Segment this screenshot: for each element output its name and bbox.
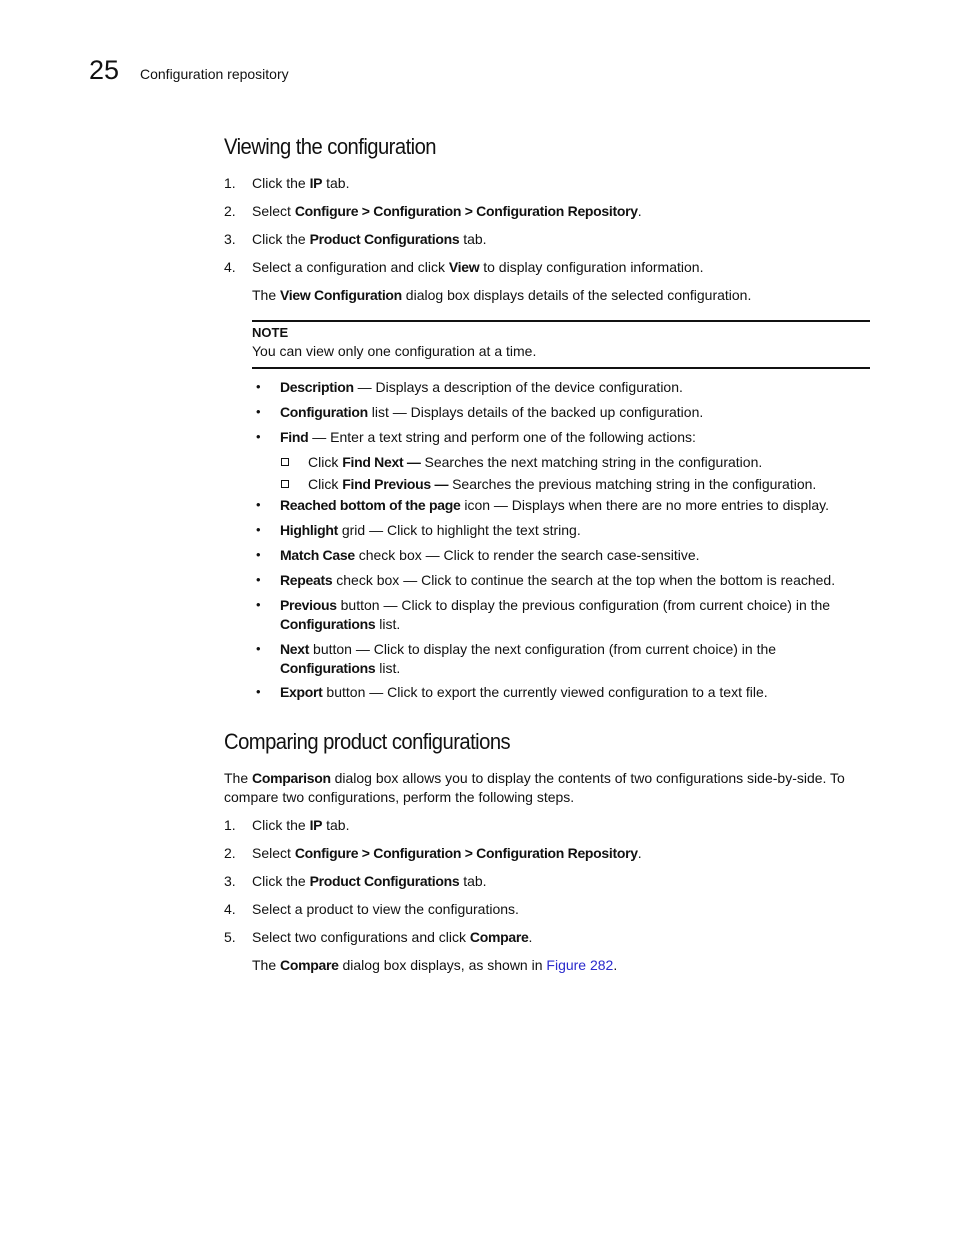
chapter-number: 25 bbox=[89, 55, 120, 85]
note-label: NOTE bbox=[252, 325, 289, 340]
step-item: Select a configuration and click View to display configuration information. bbox=[252, 259, 704, 275]
bullet-glyph: • bbox=[256, 641, 261, 656]
intro-paragraph: The Comparison dialog box allows you to display the contents of two configurations side-by-side. To bbox=[224, 770, 845, 786]
list-item: Previous button — Click to display the previous configuration (from current choice) in the bbox=[280, 597, 831, 613]
bullet-glyph: • bbox=[256, 379, 261, 394]
bullet-glyph: • bbox=[256, 572, 261, 587]
section-heading-viewing: Viewing the configuration bbox=[224, 134, 437, 159]
step-item: Click the IP tab. bbox=[252, 817, 350, 833]
list-item-continuation: Configurations list. bbox=[280, 660, 401, 676]
step-item: Select Configure > Configuration > Configuration Repository. bbox=[252, 203, 642, 219]
figure-link[interactable]: Figure 282 bbox=[546, 957, 614, 973]
note-text: You can view only one configuration at a time. bbox=[252, 343, 537, 359]
list-item-continuation: Configurations list. bbox=[280, 616, 401, 632]
step-item: Select Configure > Configuration > Configuration Repository. bbox=[252, 845, 642, 861]
list-item: Configuration list — Displays details of the backed up configuration. bbox=[280, 404, 704, 420]
bullet-glyph: • bbox=[256, 404, 261, 419]
step-item: Select a product to view the configurations. bbox=[252, 901, 519, 917]
step-number: 4. bbox=[224, 901, 236, 917]
list-item: Reached bottom of the page icon — Displays when there are no more entries to display. bbox=[280, 497, 830, 513]
sub-list-item: Click Find Next — Searches the next matching string in the configuration. bbox=[308, 454, 763, 470]
step-number: 2. bbox=[224, 203, 236, 219]
list-item: Next button — Click to display the next configuration (from current choice) in the bbox=[280, 641, 777, 657]
step-number: 1. bbox=[224, 175, 236, 191]
section-heading-comparing: Comparing product configurations bbox=[224, 729, 511, 754]
bullet-glyph: • bbox=[256, 429, 261, 444]
square-bullet-icon bbox=[281, 458, 289, 466]
list-item: Highlight grid — Click to highlight the text string. bbox=[280, 522, 581, 538]
step-result: The Compare dialog box displays, as shown in Figure 282. bbox=[252, 957, 618, 973]
step-item: Click the Product Configurations tab. bbox=[252, 873, 487, 889]
list-item: Description — Displays a description of the device configuration. bbox=[280, 379, 683, 395]
step-number: 2. bbox=[224, 845, 236, 861]
bullet-glyph: • bbox=[256, 597, 261, 612]
bullet-glyph: • bbox=[256, 684, 261, 699]
bullet-glyph: • bbox=[256, 522, 261, 537]
list-item: Find — Enter a text string and perform one of the following actions: bbox=[280, 429, 696, 445]
step-item: Click the Product Configurations tab. bbox=[252, 231, 487, 247]
step-number: 1. bbox=[224, 817, 236, 833]
sub-list-item: Click Find Previous — Searches the previous matching string in the configuration. bbox=[308, 476, 817, 492]
step-result: The View Configuration dialog box displays details of the selected configuration. bbox=[252, 287, 752, 303]
step-number: 3. bbox=[224, 231, 236, 247]
step-number: 5. bbox=[224, 929, 236, 945]
list-item: Export button — Click to export the currently viewed configuration to a text file. bbox=[280, 684, 768, 700]
intro-paragraph-line2: compare two configurations, perform the following steps. bbox=[224, 789, 575, 805]
bullet-glyph: • bbox=[256, 547, 261, 562]
note-box bbox=[252, 320, 870, 369]
square-bullet-icon bbox=[281, 480, 289, 488]
step-number: 4. bbox=[224, 259, 236, 275]
list-item: Repeats check box — Click to continue the search at the top when the bottom is reached. bbox=[280, 572, 836, 588]
step-item: Click the IP tab. bbox=[252, 175, 350, 191]
list-item: Match Case check box — Click to render the search case-sensitive. bbox=[280, 547, 700, 563]
step-number: 3. bbox=[224, 873, 236, 889]
step-item: Select two configurations and click Compare. bbox=[252, 929, 533, 945]
chapter-title: Configuration repository bbox=[140, 66, 289, 82]
bullet-glyph: • bbox=[256, 497, 261, 512]
